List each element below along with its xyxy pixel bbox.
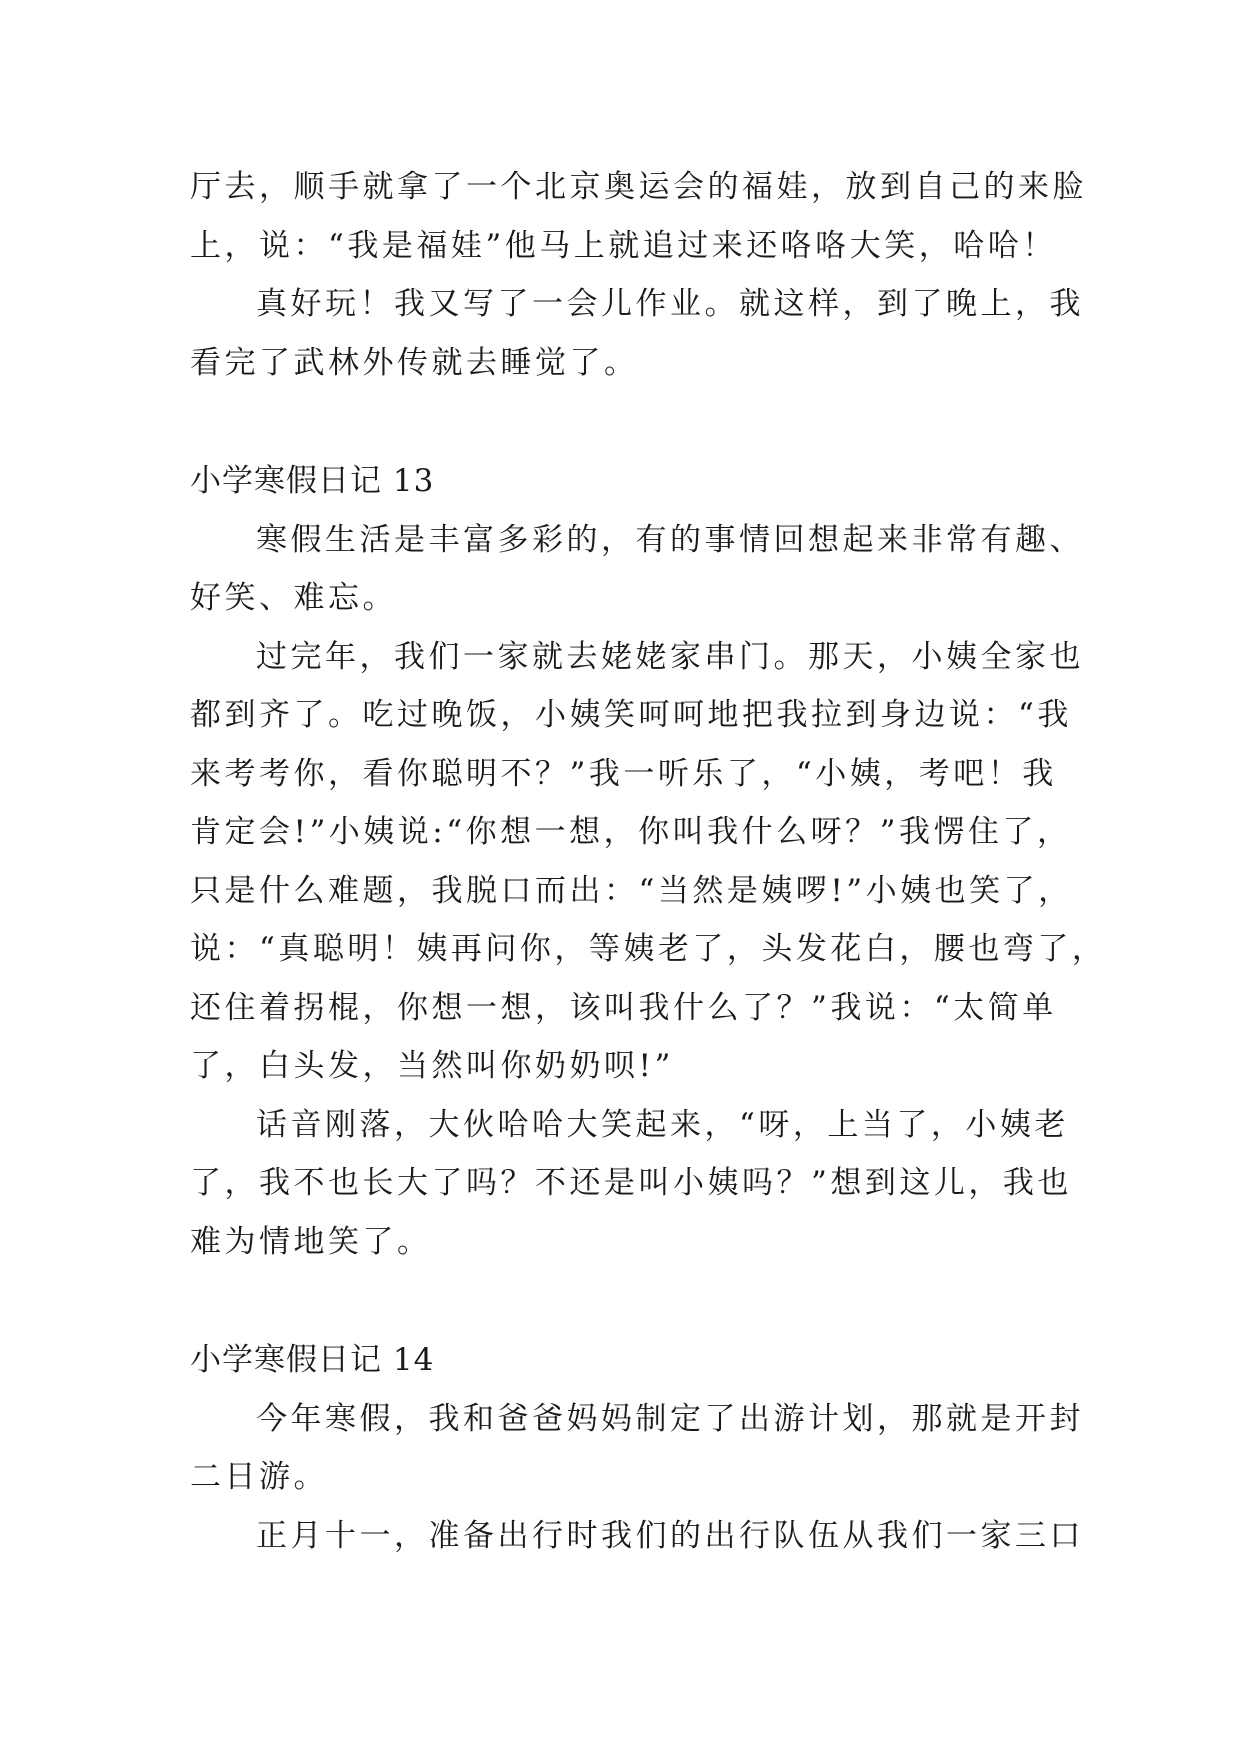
text-line: 了，白头发，当然叫你奶奶呗!” xyxy=(190,1048,674,1084)
text-line: 说：“真聪明！姨再问你，等姨老了，头发花白，腰也弯了， xyxy=(190,931,1107,967)
text-line: 难为情地笑了。 xyxy=(190,1223,432,1260)
text-line: 今年寒假，我和爸爸妈妈制定了出游计划，那就是开封 xyxy=(256,1400,1084,1437)
paragraph xyxy=(190,158,1087,275)
paragraph xyxy=(190,1390,1084,1507)
section-diary-14 xyxy=(190,1331,1084,1565)
section-continuation xyxy=(190,158,1087,392)
text-line: 上，说：“我是福娃”他马上就追过来还咯咯大笑，哈哈！ xyxy=(190,227,1057,264)
section-heading: 小学寒假日记 13 xyxy=(190,463,435,499)
document-body xyxy=(190,158,1107,1565)
text-line: 真好玩！我又写了一会儿作业。就这样，到了晚上，我 xyxy=(256,286,1084,322)
section-spacer xyxy=(190,392,1056,452)
paragraph xyxy=(190,628,1107,1096)
text-line: 寒假生活是丰富多彩的，有的事情回想起来非常有趣、 xyxy=(256,521,1084,558)
text-line: 过完年，我们一家就去姥姥家串门。那天，小姨全家也 xyxy=(256,638,1084,675)
text-line: 肯定会!”小姨说:“你想一想，你叫我什么呀？”我愣住了， xyxy=(190,814,1072,850)
text-line: 看完了武林外传就去睡觉了。 xyxy=(190,344,639,381)
paragraph xyxy=(190,1507,1084,1566)
text-line: 都到齐了。吃过晚饭，小姨笑呵呵地把我拉到身边说：“我 xyxy=(190,697,1072,733)
text-line: 好笑、难忘。 xyxy=(190,580,397,616)
paragraph xyxy=(190,275,1084,392)
paragraph xyxy=(190,1096,1072,1272)
text-line: 话音刚落，大伙哈哈大笑起来，“呀，上当了，小姨老 xyxy=(256,1106,1069,1143)
text-line: 来考考你，看你聪明不？”我一听乐了，“小姨，考吧！我 xyxy=(190,755,1057,792)
section-diary-13 xyxy=(190,452,1107,1271)
text-line: 还住着拐棍，你想一想，该叫我什么了？”我说：“太简单 xyxy=(190,989,1057,1026)
paragraph xyxy=(190,511,1084,628)
section-spacer xyxy=(190,1271,1056,1331)
text-line: 二日游。 xyxy=(190,1459,328,1495)
section-heading: 小学寒假日记 14 xyxy=(190,1342,435,1378)
text-line: 了，我不也长大了吗？不还是叫小姨吗？”想到这儿，我也 xyxy=(190,1165,1072,1201)
text-line: 正月十一，准备出行时我们的出行队伍从我们一家三口 xyxy=(256,1517,1084,1554)
text-line: 只是什么难题，我脱口而出：“当然是姨啰!”小姨也笑了， xyxy=(190,872,1073,909)
text-line: 厅去，顺手就拿了一个北京奥运会的福娃，放到自己的来脸 xyxy=(190,169,1087,205)
